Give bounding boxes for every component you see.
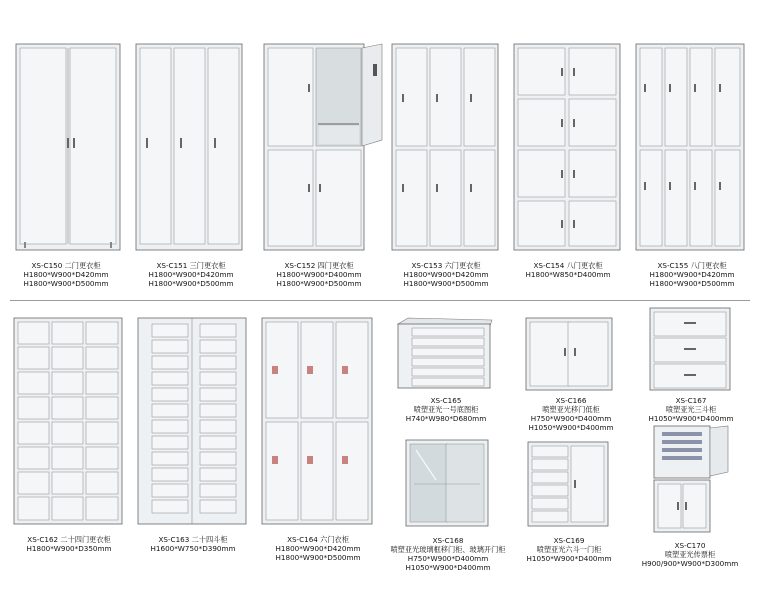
dimension-label: H740*W980*D680mm xyxy=(405,414,487,423)
model-label: XS-C169 xyxy=(553,536,585,545)
caption-xs-c167 xyxy=(625,396,757,423)
product-xs-c153[interactable] xyxy=(392,44,500,254)
eight-door-locker-image xyxy=(514,44,622,254)
dimension-label: H1050*W900*D400mm xyxy=(648,414,734,423)
caption-xs-c154 xyxy=(502,261,634,279)
six-door-wardrobe-image xyxy=(262,318,374,526)
description-label: 喷塑亚光玻璃框移门柜、玻璃开门柜 xyxy=(390,545,506,554)
dimension-label: H1050*W900*D400mm xyxy=(528,423,614,432)
model-label: XS-C166 xyxy=(555,396,587,405)
product-xs-c154[interactable] xyxy=(514,44,622,254)
dimension-label: H1050*W900*D400mm xyxy=(405,563,491,572)
model-label: XS-C167 xyxy=(675,396,707,405)
dimension-label: H1800*W900*D420mm xyxy=(148,270,234,279)
product-xs-c150[interactable] xyxy=(14,44,122,254)
six-door-locker-image xyxy=(392,44,500,254)
product-xs-c164[interactable] xyxy=(262,318,374,526)
description-label: 喷塑亚光移门低柜 xyxy=(542,405,600,414)
model-label: XS-C162 二十四门更衣柜 xyxy=(27,535,111,544)
three-drawer-cabinet-image xyxy=(650,308,732,392)
dimension-label: H1050*W900*D400mm xyxy=(526,554,612,563)
caption-xs-c153 xyxy=(380,261,512,288)
dimension-label: H1800*W900*D400mm xyxy=(276,270,362,279)
caption-xs-c165 xyxy=(380,396,512,423)
description-label: 喷塑亚光三斗柜 xyxy=(665,405,717,414)
model-label: XS-C155 八门更衣柜 xyxy=(657,261,727,270)
map-cabinet-image xyxy=(398,318,494,390)
dimension-label: H900/900*W900*D300mm xyxy=(641,559,739,568)
caption-xs-c170 xyxy=(624,541,756,568)
model-label: XS-C165 xyxy=(430,396,462,405)
caption-xs-c168 xyxy=(378,536,518,572)
caption-xs-c166 xyxy=(505,396,637,432)
dimension-label: H1800*W900*D420mm xyxy=(649,270,735,279)
product-xs-c169[interactable] xyxy=(528,442,610,528)
caption-xs-c152 xyxy=(253,261,385,288)
two-door-locker-image xyxy=(14,44,122,254)
dimension-label: H1800*W900*D500mm xyxy=(649,279,735,288)
caption-xs-c169 xyxy=(503,536,635,563)
description-label: 喷塑亚光六斗一门柜 xyxy=(536,545,602,554)
product-xs-c152[interactable] xyxy=(264,44,384,254)
model-label: XS-C150 二门更衣柜 xyxy=(31,261,101,270)
caption-xs-c164 xyxy=(252,535,384,562)
description-label: 喷塑亚光一号底图柜 xyxy=(413,405,479,414)
four-door-locker-open-image xyxy=(264,44,384,254)
product-xs-c165[interactable] xyxy=(398,318,494,390)
product-xs-c151[interactable] xyxy=(136,44,244,254)
model-label: XS-C151 三门更衣柜 xyxy=(156,261,226,270)
dimension-label: H1800*W900*D500mm xyxy=(275,553,361,562)
caption-xs-c150 xyxy=(0,261,132,288)
product-xs-c167[interactable] xyxy=(650,308,732,392)
caption-xs-c163 xyxy=(127,535,259,553)
dimension-label: H1800*W900*D500mm xyxy=(148,279,234,288)
caption-xs-c151 xyxy=(125,261,257,288)
dimension-label: H1800*W900*D420mm xyxy=(275,544,361,553)
dimension-label: H1800*W850*D400mm xyxy=(525,270,611,279)
model-label: XS-C164 六门衣柜 xyxy=(287,535,349,544)
dimension-label: H1800*W900*D420mm xyxy=(23,270,109,279)
twenty-four-door-locker-image xyxy=(14,318,124,526)
caption-xs-c162 xyxy=(0,535,138,553)
six-drawer-one-door-cabinet-image xyxy=(528,442,610,528)
product-xs-c166[interactable] xyxy=(526,318,616,394)
model-label: XS-C154 八门更衣柜 xyxy=(533,261,603,270)
sliding-door-low-cabinet-image xyxy=(526,318,616,394)
product-xs-c163[interactable] xyxy=(138,318,248,526)
dimension-label: H1800*W900*D500mm xyxy=(403,279,489,288)
model-label: XS-C152 四门更衣柜 xyxy=(284,261,354,270)
product-xs-c168[interactable] xyxy=(406,440,490,528)
section-divider xyxy=(10,300,750,301)
glass-door-cabinet-image xyxy=(406,440,490,528)
twenty-four-drawer-cabinet-image xyxy=(138,318,248,526)
dimension-label: H1800*W900*D420mm xyxy=(403,270,489,279)
dimension-label: H1800*W900*D500mm xyxy=(23,279,109,288)
product-xs-c162[interactable] xyxy=(14,318,124,526)
model-label: XS-C170 xyxy=(674,541,706,550)
dimension-label: H750*W900*D400mm xyxy=(530,414,612,423)
product-xs-c155[interactable] xyxy=(636,44,746,254)
model-label: XS-C153 六门更衣柜 xyxy=(411,261,481,270)
model-label: XS-C168 xyxy=(432,536,464,545)
dimension-label: H1600*W750*D390mm xyxy=(150,544,236,553)
dimension-label: H1800*W900*D350mm xyxy=(26,544,112,553)
caption-xs-c155 xyxy=(626,261,758,288)
three-door-locker-image xyxy=(136,44,244,254)
eight-door-locker-image xyxy=(636,44,746,254)
dimension-label: H750*W900*D400mm xyxy=(407,554,489,563)
dimension-label: H1800*W900*D500mm xyxy=(276,279,362,288)
model-label: XS-C163 二十四斗柜 xyxy=(158,535,228,544)
description-label: 喷塑亚光传票柜 xyxy=(664,550,716,559)
product-xs-c170[interactable] xyxy=(654,426,734,536)
voucher-cabinet-image xyxy=(654,426,734,536)
